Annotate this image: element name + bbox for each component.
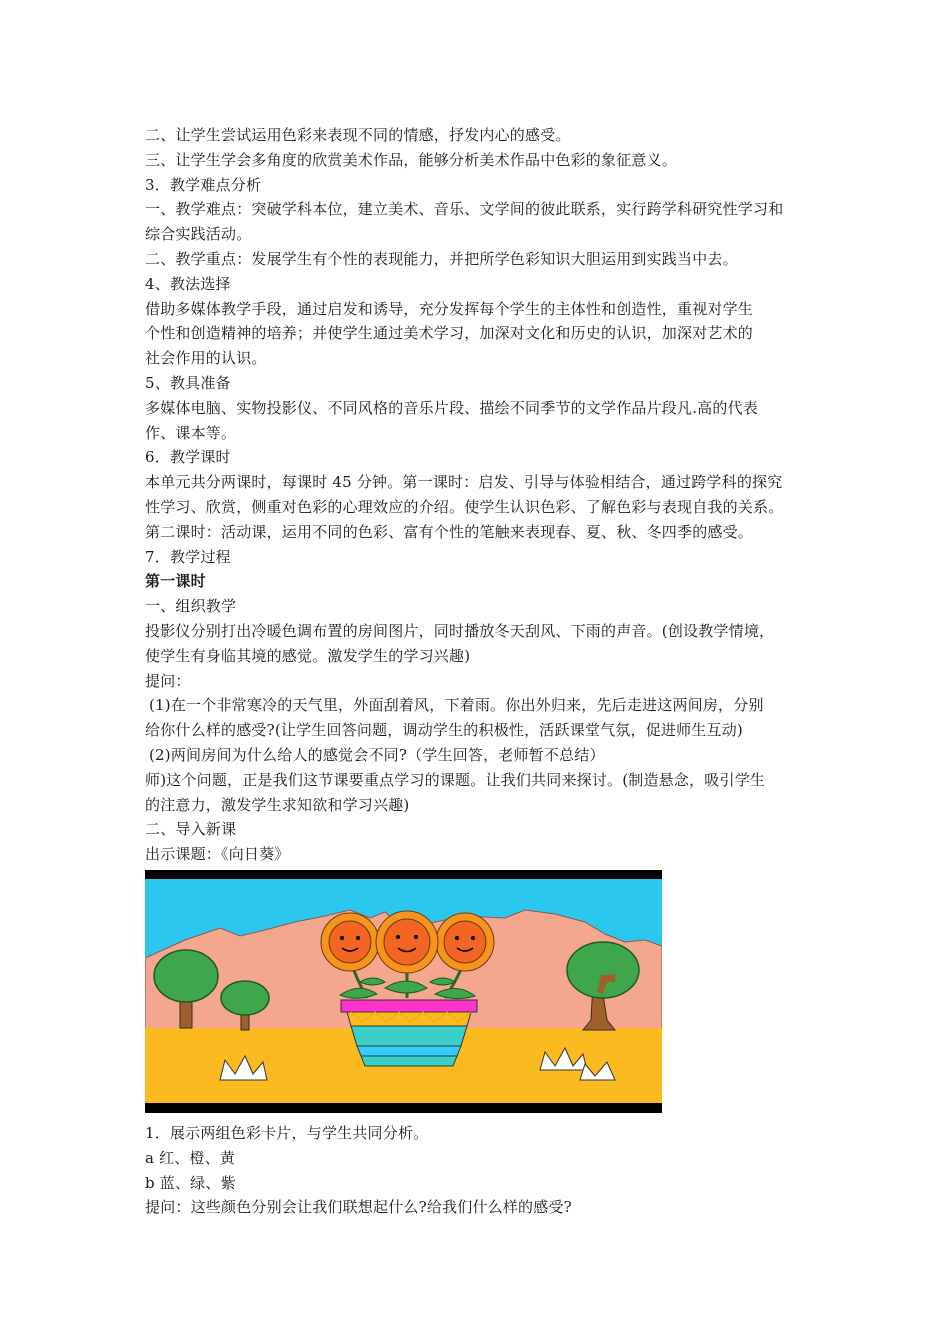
text-line: 个性和创造精神的培养；并使学生通过美术学习，加深对文化和历史的认识，加深对艺术的 bbox=[145, 324, 754, 343]
text-line: 5、教具准备 bbox=[145, 373, 231, 392]
text-line: 给你什么样的感受?(让学生回答问题，调动学生的积极性，活跃课堂气氛，促进师生互动) bbox=[145, 721, 743, 740]
text-line: 二、让学生尝试运用色彩来表现不同的情感，抒发内心的感受。 bbox=[145, 126, 571, 144]
flower-pot bbox=[341, 1000, 477, 1066]
text-line: 二、教学重点：发展学生有个性的表现能力，并把所学色彩知识大胆运用到实践当中去。 bbox=[145, 249, 738, 268]
sunflower-picture bbox=[145, 870, 662, 1113]
text-line: 的注意力，激发学生求知欲和学习兴趣) bbox=[145, 795, 410, 814]
text-line: 性学习、欣赏，侧重对色彩的心理效应的介绍。使学生认识色彩、了解色彩与表现自我的关系。 bbox=[145, 497, 784, 516]
text-line: 师)这个问题，正是我们这节课要重点学习的课题。让我们共同来探讨。(制造悬念，吸引学生 bbox=[145, 770, 766, 789]
text-line: 7．教学过程 bbox=[145, 547, 231, 566]
text-line: 6．教学课时 bbox=[145, 448, 231, 467]
text-block-before-picture bbox=[145, 123, 825, 867]
bottom-band bbox=[145, 1103, 662, 1113]
sunflower-center bbox=[376, 911, 438, 973]
section-heading: 第一课时 bbox=[145, 572, 206, 591]
text-line: 4、教法选择 bbox=[145, 274, 231, 293]
text-line: 三、让学生学会多角度的欣赏美术作品，能够分析美术作品中色彩的象征意义。 bbox=[145, 150, 678, 169]
document-body bbox=[145, 123, 825, 1220]
text-line: (1)在一个非常寒冷的天气里，外面刮着风，下着雨。你出外归来，先后走进这两间房，分别 bbox=[149, 696, 764, 715]
text-line: 1．展示两组色彩卡片，与学生共同分析。 bbox=[145, 1123, 429, 1142]
text-line: 3．教学难点分析 bbox=[145, 175, 262, 194]
text-line: 投影仪分别打出冷暖色调布置的房间图片，同时播放冬天刮风、下雨的声音。(创设教学情境， bbox=[145, 621, 775, 640]
text-line: 出示课题：《向日葵》 bbox=[145, 845, 290, 864]
text-line: 本单元共分两课时，每课时 45 分钟。第一课时：启发、引导与体验相结合，通过跨学科的探究 bbox=[145, 473, 783, 492]
text-line: a 红、橙、黄 bbox=[145, 1148, 236, 1167]
text-line: 提问：这些颜色分别会让我们联想起什么?给我们什么样的感受? bbox=[145, 1198, 572, 1217]
sunflower-right bbox=[436, 913, 494, 971]
text-line: 使学生有身临其境的感觉。激发学生的学习兴趣) bbox=[145, 646, 471, 665]
text-block-after-picture bbox=[145, 1121, 825, 1220]
text-line: 作、课本等。 bbox=[145, 423, 237, 442]
text-line: 借助多媒体教学手段，通过启发和诱导，充分发挥每个学生的主体性和创造性，重视对学生 bbox=[145, 299, 754, 318]
text-line: 一、教学难点：突破学科本位，建立美术、音乐、文学间的彼此联系，实行跨学科研究性学习和 bbox=[145, 200, 784, 219]
text-line: (2)两间房间为什么给人的感觉会不同?（学生回答，老师暂不总结） bbox=[149, 745, 605, 764]
text-line: 多媒体电脑、实物投影仪、不同风格的音乐片段、描绘不同季节的文学作品片段凡.高的代表 bbox=[145, 398, 758, 417]
text-line: 二、导入新课 bbox=[145, 820, 237, 839]
sunflower-left bbox=[321, 913, 379, 971]
text-line: 综合实践活动。 bbox=[145, 225, 252, 244]
text-line: 社会作用的认识。 bbox=[145, 349, 267, 368]
text-line: b 蓝、绿、紫 bbox=[145, 1173, 236, 1192]
text-line: 第二课时：活动课，运用不同的色彩、富有个性的笔触来表现春、夏、秋、冬四季的感受。 bbox=[145, 522, 754, 541]
text-line: 一、组织教学 bbox=[145, 597, 237, 616]
text-line: 提问： bbox=[145, 671, 191, 690]
